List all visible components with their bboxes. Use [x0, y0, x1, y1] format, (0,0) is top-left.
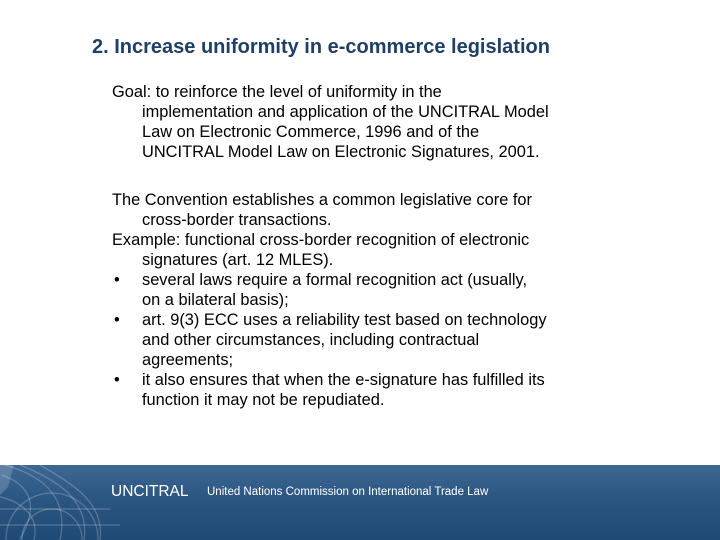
- bullet-marker: •: [114, 371, 120, 389]
- goal-line: UNCITRAL Model Law on Electronic Signatures, 2001.: [142, 143, 540, 161]
- bullet-item: [112, 310, 652, 370]
- bullet-text: on a bilateral basis);: [142, 291, 289, 309]
- goal-line: implementation and application of the UNCITRAL Model: [142, 103, 549, 121]
- bullet-text: art. 9(3) ECC uses a reliability test based on technology: [142, 311, 547, 329]
- bullet-marker: •: [114, 311, 120, 329]
- bullet-text: and other circumstances, including contractual: [142, 331, 480, 349]
- convention-line: cross-border transactions.: [142, 211, 332, 229]
- goal-line: Law on Electronic Commerce, 1996 and of the: [142, 123, 480, 141]
- globe-watermark-icon: [0, 465, 140, 540]
- bullet-text: agreements;: [142, 351, 234, 369]
- bullet-text: it also ensures that when the e-signature has fulfilled its: [142, 371, 545, 389]
- bullet-text: several laws require a formal recognition act (usually,: [142, 271, 528, 289]
- example-line: signatures (art. 12 MLES).: [142, 251, 334, 269]
- convention-line: The Convention establishes a common legislative core for: [112, 191, 532, 209]
- bullet-text: function it may not be repudiated.: [142, 391, 385, 409]
- footer-brand: UNCITRAL: [111, 483, 189, 500]
- goal-line: Goal: to reinforce the level of uniformity in the: [112, 83, 442, 101]
- slide-title: 2. Increase uniformity in e-commerce legislation: [92, 36, 550, 58]
- footer-full-name: United Nations Commission on International Trade Law: [207, 486, 489, 498]
- example-line: Example: functional cross-border recognition of electronic: [112, 231, 530, 249]
- goal-paragraph: [112, 82, 652, 162]
- footer-band: [0, 465, 720, 540]
- bullet-marker: •: [114, 271, 120, 289]
- bullet-item: [112, 370, 652, 410]
- bullet-item: [112, 270, 652, 310]
- convention-paragraph: [112, 190, 652, 410]
